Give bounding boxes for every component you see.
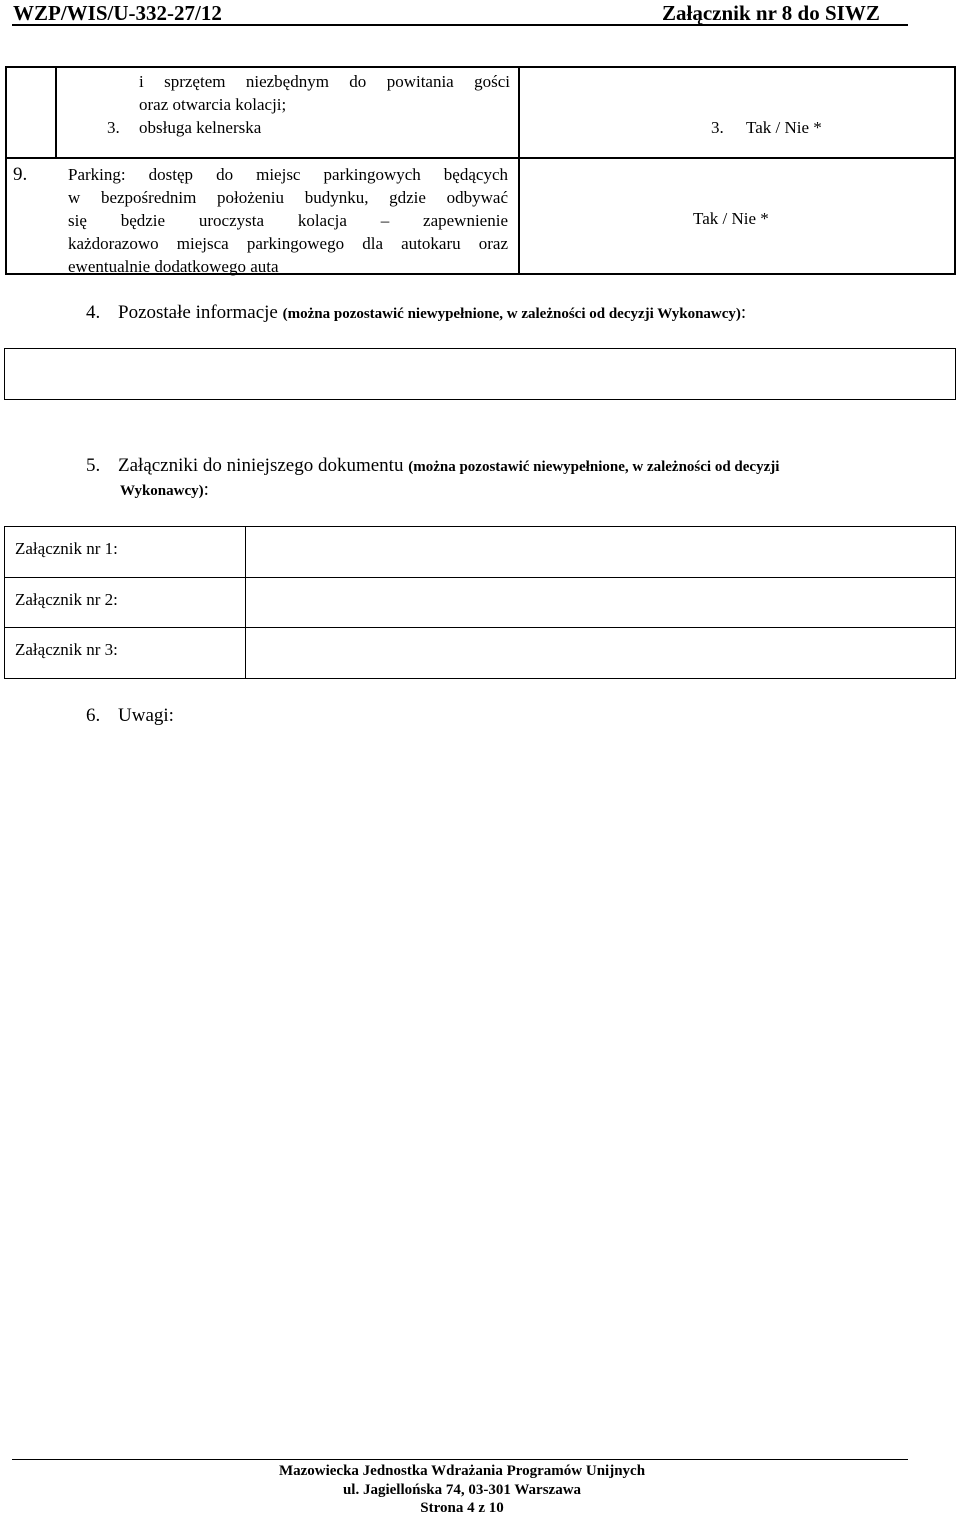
row2-line2: w bezpośrednim położeniu budynku, gdzie odbywać [68,188,508,207]
section-5-heading [86,452,916,481]
section-5-title: Załączniki do niniejszego dokumentu [118,455,404,476]
section-4-number: 4. [86,302,101,323]
attachment-row [5,577,955,628]
attachment-row [5,627,955,678]
attachments-table [4,526,956,679]
section-6-number: 6. [86,705,101,726]
other-information-field[interactable] [4,348,956,400]
row1-answer: Tak / Nie * [746,118,822,137]
row2-line5: ewentualnie dodatkowego auta [68,257,279,276]
page-number: Strona 4 z 10 [420,1500,504,1516]
footer-organization: Mazowiecka Jednostka Wdrażania Programów Unijnych [278,1463,646,1479]
attachment-label: Załącznik nr 3: [15,640,118,659]
attachment-1-field[interactable] [247,527,955,577]
attachment-label: Załącznik nr 1: [15,539,118,558]
row1-line2: oraz otwarcia kolacji; [139,95,287,114]
document-reference: WZP/WIS/U-332-27/12 [13,1,222,25]
row2-line1: Parking: dostęp do miejsc parkingowych będących [68,165,508,184]
section-4-title: Pozostałe informacje [118,302,278,323]
row1-item-number: 3. [107,118,120,137]
section-5-number: 5. [86,455,101,476]
row2-line4: każdorazowo miejsca parkingowego dla autokaru oraz [68,234,508,253]
footer-rule [12,1459,908,1460]
row2-number: 9. [13,164,28,185]
footer-address: ul. Jagiellońska 74, 03-301 Warszawa [342,1482,582,1498]
section-4-colon: : [740,302,747,323]
section-4-heading [86,302,746,324]
section-6-heading [86,705,174,727]
header-rule [12,24,908,26]
attachment-3-field[interactable] [247,628,955,678]
row2-line3: się będzie uroczysta kolacja – zapewnienie [68,211,508,230]
attachment-label: Załącznik nr 2: [15,590,118,609]
section-5-note: (można pozostawić niewypełnione, w zależności od decyzji [408,459,780,475]
row1-line1: i sprzętem niezbędnym do powitania gości [139,72,510,91]
row2-answer: Tak / Nie * [693,209,769,228]
section-6-title: Uwagi: [118,705,174,726]
attachment-title: Załącznik nr 8 do SIWZ [662,1,880,25]
section-4-note: (można pozostawić niewypełnione, w zależności od decyzji Wykonawcy) [282,306,741,322]
section-5-heading-cont [120,479,209,501]
attachment-row [5,527,955,577]
section-5-note-cont: Wykonawcy) [120,483,204,499]
row1-answer-number: 3. [711,118,724,137]
row1-item-text: obsługa kelnerska [139,118,262,137]
section-5-colon: : [203,479,209,500]
attachment-2-field[interactable] [247,578,955,628]
requirements-table [5,66,956,274]
